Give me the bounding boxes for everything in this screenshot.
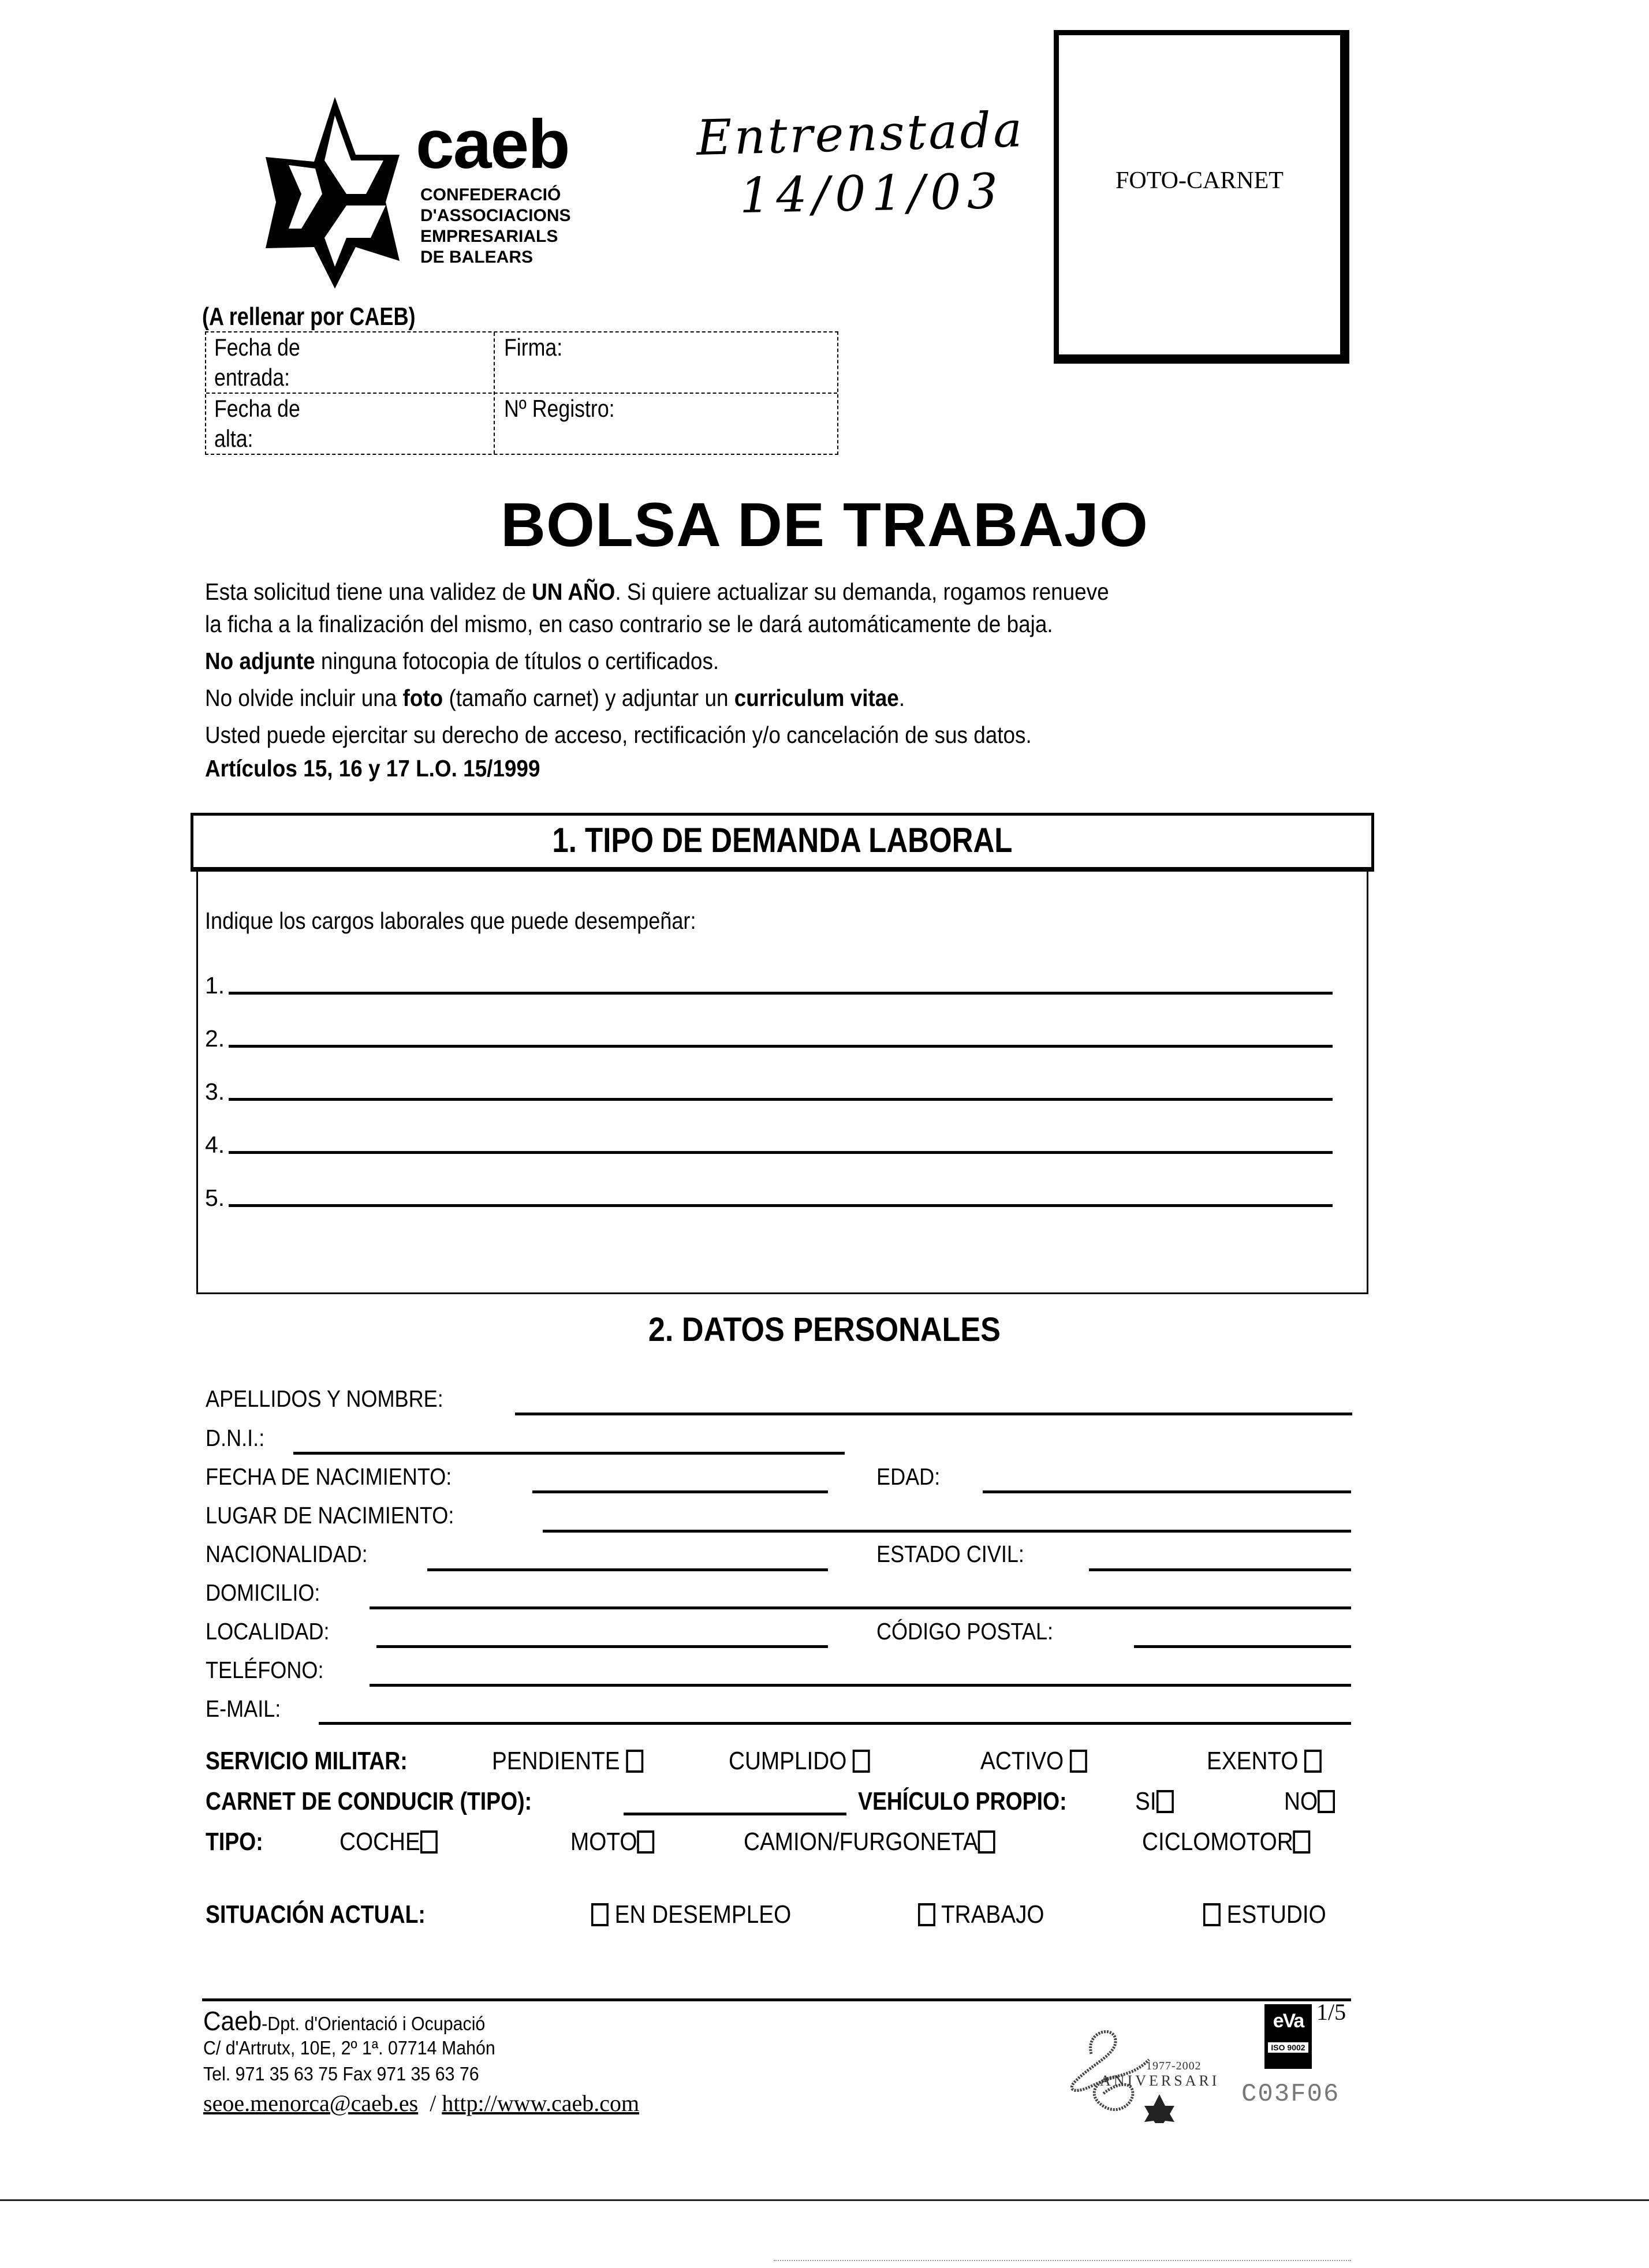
localidad-label: LOCALIDAD: xyxy=(206,1618,330,1645)
logo-text-line: DE BALEARS xyxy=(420,248,534,267)
option-ciclomotor[interactable]: CICLOMOTOR xyxy=(1142,1828,1333,1856)
cargo-input-5[interactable] xyxy=(229,1204,1333,1207)
codigo-postal-input[interactable] xyxy=(1134,1645,1351,1648)
page-title: BOLSA DE TRABAJO xyxy=(500,490,1149,559)
option-pendiente[interactable]: PENDIENTE xyxy=(492,1747,664,1776)
checkbox[interactable] xyxy=(1304,1750,1322,1773)
domicilio-label: DOMICILIO: xyxy=(206,1579,320,1606)
edad-input[interactable] xyxy=(983,1490,1351,1493)
footer-address: C/ d'Artrutx, 10E, 2º 1ª. 07714 Mahón xyxy=(203,2037,495,2058)
anniversary-years: 1977-2002 xyxy=(1146,2060,1202,2072)
checkbox[interactable] xyxy=(918,1903,935,1926)
intro-line: No olvide incluir una foto (tamaño carnet) y adjuntar un curriculum vitae. xyxy=(205,685,905,711)
option-en-desempleo[interactable]: EN DESEMPLEO xyxy=(591,1900,818,1929)
vehiculo-propio-label: VEHÍCULO PROPIO: xyxy=(858,1787,1067,1815)
nacionalidad-input[interactable] xyxy=(427,1568,828,1571)
checkbox[interactable] xyxy=(1070,1750,1087,1773)
cargo-input-3[interactable] xyxy=(229,1098,1333,1101)
handwritten-entry-date: 14/01/03 xyxy=(739,163,1004,224)
photo-placeholder-box[interactable] xyxy=(1054,30,1349,364)
admin-section-title: (A rellenar por CAEB) xyxy=(202,302,416,331)
codigo-postal-label: CÓDIGO POSTAL: xyxy=(876,1618,1054,1645)
checkbox[interactable] xyxy=(1156,1790,1174,1813)
email-input[interactable] xyxy=(319,1722,1351,1725)
cargo-input-2[interactable] xyxy=(229,1045,1333,1048)
checkbox[interactable] xyxy=(637,1830,654,1854)
cargo-number: 1. xyxy=(205,972,225,999)
footer-email-link[interactable]: seoe.menorca@caeb.es xyxy=(203,2090,419,2116)
iso-text: ISO 9002 xyxy=(1268,2042,1308,2053)
cargo-number: 2. xyxy=(205,1025,225,1052)
checkbox[interactable] xyxy=(1293,1830,1311,1854)
logo-text-line: CONFEDERACIÓ xyxy=(420,185,561,204)
checkbox[interactable] xyxy=(420,1830,438,1854)
servicio-militar-label: SERVICIO MILITAR: xyxy=(206,1747,408,1775)
option-cumplido[interactable]: CUMPLIDO xyxy=(729,1747,889,1776)
footer-web-link[interactable]: http://www.caeb.com xyxy=(442,2090,640,2116)
footer-divider xyxy=(202,1998,1351,2001)
option-exento[interactable]: EXENTO xyxy=(1207,1747,1337,1776)
checkbox[interactable] xyxy=(591,1903,609,1926)
fecha-entrada-field[interactable]: Fecha de entrada: xyxy=(214,334,300,391)
option-estudio[interactable]: ESTUDIO xyxy=(1203,1900,1343,1929)
section-2-title: 2. DATOS PERSONALES xyxy=(648,1311,1001,1348)
footer-phones: Tel. 971 35 63 75 Fax 971 35 63 76 xyxy=(203,2063,479,2084)
iso-mark: eVa xyxy=(1273,2010,1304,2032)
carnet-conducir-label: CARNET DE CONDUCIR (TIPO): xyxy=(206,1787,532,1815)
option-coche[interactable]: COCHE xyxy=(339,1828,451,1856)
cargo-input-4[interactable] xyxy=(229,1151,1333,1154)
option-moto[interactable]: MOTO xyxy=(570,1828,666,1856)
lugar-nacimiento-label: LUGAR DE NACIMIENTO: xyxy=(206,1502,454,1529)
carnet-conducir-input[interactable] xyxy=(624,1813,846,1815)
intro-line: Usted puede ejercitar su derecho de acceso, rectificación y/o cancelación de sus datos. xyxy=(205,722,1032,748)
handwritten-note-line: Entrenstada xyxy=(696,101,1025,166)
fecha-nacimiento-label: FECHA DE NACIMIENTO: xyxy=(206,1463,452,1490)
nacionalidad-label: NACIONALIDAD: xyxy=(206,1541,368,1567)
lugar-nacimiento-input[interactable] xyxy=(543,1530,1351,1533)
footer-organization: Caeb-Dpt. d'Orientació i Ocupació xyxy=(203,2006,486,2036)
apellidos-input[interactable] xyxy=(515,1413,1352,1415)
registro-field[interactable]: Nº Registro: xyxy=(504,395,615,422)
footer-links xyxy=(203,2090,639,2117)
option-activo[interactable]: ACTIVO xyxy=(980,1747,1102,1776)
document-code: C03F06 xyxy=(1241,2080,1340,2109)
iso-certification-badge xyxy=(1264,2004,1312,2069)
section-1-header: 1. TIPO DE DEMANDA LABORAL xyxy=(191,813,1374,872)
logo-text-line: EMPRESARIALS xyxy=(420,227,558,246)
firma-field[interactable]: Firma: xyxy=(504,334,563,361)
edad-label: EDAD: xyxy=(876,1463,941,1490)
option-vehiculo-no[interactable]: NO xyxy=(1284,1787,1342,1816)
checkbox[interactable] xyxy=(1203,1903,1221,1926)
intro-line: la ficha a la finalización del mismo, en caso contrario se le dará automáticamente de baja. xyxy=(205,611,1053,637)
footer-link-separator: / xyxy=(430,2090,436,2116)
scan-edge-line xyxy=(0,2199,1649,2201)
option-trabajo[interactable]: TRABAJO xyxy=(918,1900,1061,1929)
fecha-nacimiento-input[interactable] xyxy=(532,1490,828,1493)
domicilio-input[interactable] xyxy=(370,1606,1351,1609)
checkbox[interactable] xyxy=(626,1750,643,1773)
estado-civil-input[interactable] xyxy=(1089,1568,1351,1571)
situacion-actual-label: SITUACIÓN ACTUAL: xyxy=(206,1900,426,1929)
caeb-wordmark: caeb xyxy=(416,106,569,183)
estado-civil-label: ESTADO CIVIL: xyxy=(876,1541,1024,1567)
scan-edge-line xyxy=(774,2260,1351,2261)
intro-line: Esta solicitud tiene una validez de UN AÑO. Si quiere actualizar su demanda, rogamos renueve xyxy=(205,578,1109,605)
telefono-input[interactable] xyxy=(370,1684,1351,1687)
option-vehiculo-si[interactable]: SI xyxy=(1135,1787,1179,1816)
page-number: 1/5 xyxy=(1316,1999,1346,2025)
photo-box-label: FOTO-CARNET xyxy=(1116,167,1284,194)
anniversary-word: ANIVERSARI xyxy=(1100,2072,1220,2089)
telefono-label: TELÉFONO: xyxy=(206,1657,324,1683)
checkbox[interactable] xyxy=(1318,1790,1335,1813)
logo-text-line: D'ASSOCIACIONS xyxy=(420,206,571,225)
section-1-prompt: Indique los cargos laborales que puede desempeñar: xyxy=(205,907,696,934)
admin-box xyxy=(205,331,838,455)
dni-label: D.N.I.: xyxy=(206,1425,265,1451)
email-label: E-MAIL: xyxy=(206,1695,281,1722)
cargo-number: 5. xyxy=(205,1185,225,1211)
checkbox[interactable] xyxy=(853,1750,870,1773)
checkbox[interactable] xyxy=(978,1830,995,1854)
cargo-input-1[interactable] xyxy=(229,992,1333,995)
apellidos-label: APELLIDOS Y NOMBRE: xyxy=(206,1385,443,1412)
dni-input[interactable] xyxy=(293,1452,845,1455)
cargo-number: 4. xyxy=(205,1131,225,1158)
option-camion-furgoneta[interactable]: CAMION/FURGONETA xyxy=(744,1828,1029,1856)
fecha-alta-field[interactable]: Fecha de alta: xyxy=(214,395,300,452)
localidad-input[interactable] xyxy=(376,1645,828,1648)
cargo-number: 3. xyxy=(205,1078,225,1105)
legal-reference: Artículos 15, 16 y 17 L.O. 15/1999 xyxy=(205,755,540,782)
tipo-label: TIPO: xyxy=(206,1828,263,1856)
intro-line: No adjunte ninguna fotocopia de títulos o certificados. xyxy=(205,648,719,674)
